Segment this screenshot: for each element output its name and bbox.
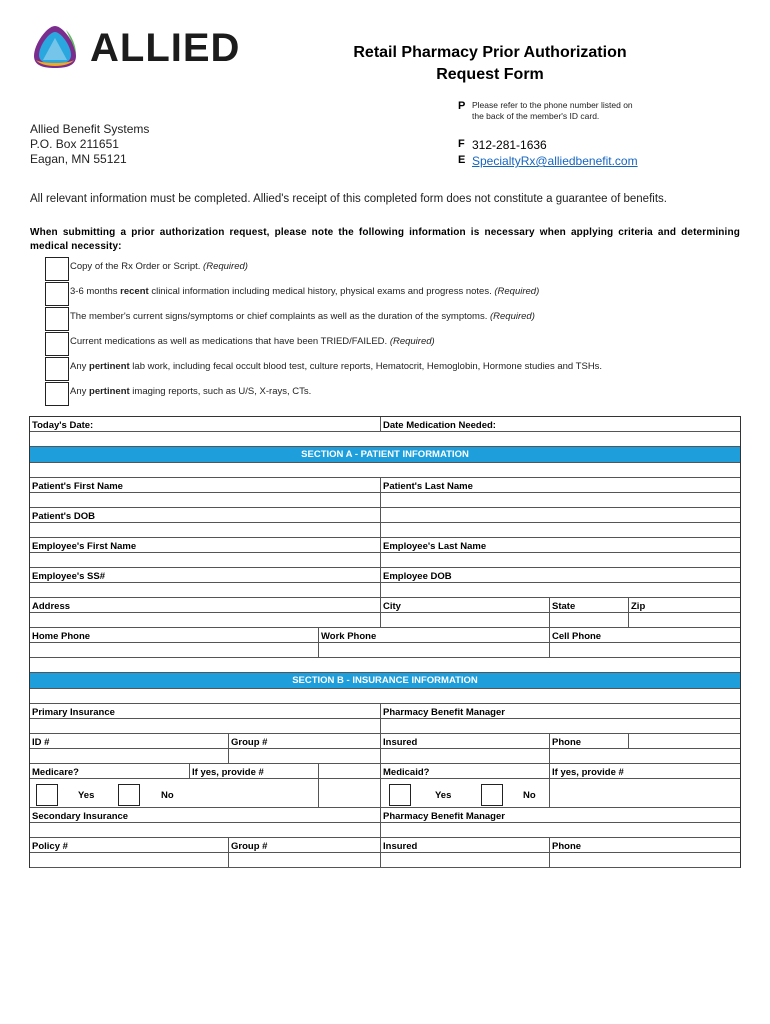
secondary-insurance-label: Secondary Insurance: [30, 808, 381, 823]
form-title: [330, 42, 650, 86]
phone-input[interactable]: [550, 749, 740, 764]
fax-number: 312-281-1636: [472, 138, 547, 152]
address-labels: [29, 598, 741, 613]
id-inputs: [29, 749, 741, 764]
address-label: Address: [30, 598, 381, 613]
primary-insurance-inputs: [29, 719, 741, 734]
city-input[interactable]: [381, 613, 550, 628]
primary-insurance-label: Primary Insurance: [30, 704, 381, 719]
phone-inputs: [29, 643, 741, 658]
insured-input[interactable]: [381, 749, 550, 764]
medicaid-options: [381, 779, 550, 808]
patient-name-labels: [29, 478, 741, 493]
secondary-insurance-inputs: [29, 823, 741, 838]
pbm-input[interactable]: [381, 719, 740, 734]
spacer-cell: [30, 463, 740, 478]
checklist-checkbox[interactable]: [45, 282, 69, 306]
patient-first-name-input[interactable]: [30, 493, 381, 508]
zip-label: Zip: [629, 598, 740, 613]
patient-dob-label: Patient's DOB: [30, 508, 381, 523]
insured2-input[interactable]: [381, 853, 550, 868]
medicaid-no-checkbox[interactable]: [481, 784, 503, 806]
insured-label: Insured: [381, 734, 550, 749]
state-input[interactable]: [550, 613, 629, 628]
date-labels-row: [29, 416, 741, 432]
section-b-header-row: [29, 673, 741, 689]
pbm2-input[interactable]: [381, 823, 740, 838]
blank-cell: [381, 508, 740, 523]
policy-label: Policy #: [30, 838, 229, 853]
todays-date-label: Today's Date:: [30, 417, 381, 432]
submission-instructions: When submitting a prior authorization request, please note the following information is necessary when applying criteria and determining medical necessity:: [30, 227, 740, 252]
employee-ss-input[interactable]: [30, 583, 381, 598]
checklist-text: The member's current signs/symptoms or chief complaints as well as the duration of the symptoms. (Required): [70, 311, 535, 322]
policy-inputs: [29, 853, 741, 868]
section-a-header-row: [29, 447, 741, 463]
checklist-text: Current medications as well as medications that have been TRIED/FAILED. (Required): [70, 336, 435, 347]
required-documents-checklist: [45, 254, 735, 404]
secondary-insurance-input[interactable]: [30, 823, 381, 838]
email-letter: E: [458, 154, 466, 166]
employee-id-labels: [29, 568, 741, 583]
medicare-label: Medicare?: [30, 764, 190, 779]
checklist-item: [45, 329, 735, 354]
section-a-spacer: [29, 463, 741, 478]
checklist-checkbox[interactable]: [45, 307, 69, 331]
medicare-yes-label: Yes: [78, 790, 95, 801]
phone2-label: Phone: [550, 838, 740, 853]
date-inputs-row: [29, 432, 741, 447]
city-label: City: [381, 598, 550, 613]
checklist-text: Copy of the Rx Order or Script. (Required): [70, 261, 248, 272]
checklist-item: [45, 254, 735, 279]
date-input[interactable]: [30, 432, 740, 447]
section-b-spacer-top: [29, 658, 741, 673]
section-a-header: SECTION A - PATIENT INFORMATION: [30, 447, 740, 463]
blank-cell: [319, 779, 381, 808]
contact-info: [458, 100, 642, 170]
employee-dob-input[interactable]: [381, 583, 740, 598]
benefits-notice: All relevant information must be completed. Allied's receipt of this completed form does not constitute a guarantee of benefits.: [30, 193, 667, 205]
checklist-checkbox[interactable]: [45, 257, 69, 281]
medicare-yes-checkbox[interactable]: [36, 784, 58, 806]
work-phone-label: Work Phone: [319, 628, 550, 643]
medicaid-number-input[interactable]: [550, 779, 740, 808]
zip-input[interactable]: [629, 613, 740, 628]
patient-dob-label-row: [29, 508, 741, 523]
checklist-checkbox[interactable]: [45, 382, 69, 406]
employee-name-inputs: [29, 553, 741, 568]
spacer-cell: [30, 658, 740, 673]
address-inputs: [29, 613, 741, 628]
section-b-header: SECTION B - INSURANCE INFORMATION: [30, 673, 740, 689]
policy-input[interactable]: [30, 853, 229, 868]
checklist-item: [45, 379, 735, 404]
address-line1: Allied Benefit Systems: [30, 122, 150, 136]
employee-last-name-input[interactable]: [381, 553, 740, 568]
patient-last-name-label: Patient's Last Name: [381, 478, 740, 493]
phone-label: Phone: [550, 734, 629, 749]
email-contact: [458, 154, 642, 170]
phone-contact: [458, 100, 642, 138]
state-label: State: [550, 598, 629, 613]
group-input[interactable]: [229, 749, 381, 764]
allied-logo-text: ALLIED: [90, 26, 241, 70]
home-phone-input[interactable]: [30, 643, 319, 658]
patient-name-inputs: [29, 493, 741, 508]
medicaid-yes-checkbox[interactable]: [389, 784, 411, 806]
employee-dob-label: Employee DOB: [381, 568, 740, 583]
medicare-labels: [29, 764, 741, 779]
allied-triangle-logo-icon: [30, 24, 80, 70]
spacer-cell: [30, 689, 740, 704]
id-input[interactable]: [30, 749, 229, 764]
group-label: Group #: [229, 734, 381, 749]
fax-contact: [458, 138, 642, 154]
phone-letter: P: [458, 100, 466, 112]
patient-dob-input[interactable]: [30, 523, 381, 538]
insured2-label: Insured: [381, 838, 550, 853]
medicaid-label: Medicaid?: [381, 764, 550, 779]
checklist-item: [45, 354, 735, 379]
patient-first-name-label: Patient's First Name: [30, 478, 381, 493]
section-b-spacer: [29, 689, 741, 704]
medicare-if-yes-label: If yes, provide #: [190, 764, 319, 779]
patient-dob-input-row: [29, 523, 741, 538]
employee-ss-label: Employee's SS#: [30, 568, 381, 583]
phone-note: Please refer to the phone number listed on the back of the member's ID card.: [472, 100, 633, 121]
form-title-line1: Retail Pharmacy Prior Authorization: [353, 44, 627, 61]
checklist-checkbox[interactable]: [45, 357, 69, 381]
pbm2-label: Pharmacy Benefit Manager: [381, 808, 740, 823]
mailing-address: [30, 122, 149, 167]
medicare-number-input[interactable]: [319, 764, 381, 779]
secondary-insurance-labels: [29, 808, 741, 823]
medicare-no-checkbox[interactable]: [118, 784, 140, 806]
employee-name-labels: [29, 538, 741, 553]
employee-first-name-input[interactable]: [30, 553, 381, 568]
medicaid-if-yes-label: If yes, provide #: [550, 764, 740, 779]
blank-cell: [629, 734, 740, 749]
primary-insurance-labels: [29, 704, 741, 719]
phone2-input[interactable]: [550, 853, 740, 868]
checklist-text: Any pertinent lab work, including fecal occult blood test, culture reports, Hematocrit, Hemoglobin, Hormone studies and TSHs.: [70, 361, 603, 372]
medicare-options: [30, 779, 319, 808]
pbm-label: Pharmacy Benefit Manager: [381, 704, 740, 719]
employee-first-name-label: Employee's First Name: [30, 538, 381, 553]
checklist-item: [45, 304, 735, 329]
email-link[interactable]: SpecialtyRx@alliedbenefit.com: [472, 154, 638, 168]
id-label: ID #: [30, 734, 229, 749]
work-phone-input[interactable]: [319, 643, 550, 658]
phone-labels: [29, 628, 741, 643]
checklist-text: Any pertinent imaging reports, such as U/S, X-rays, CTs.: [70, 386, 312, 397]
date-needed-label: Date Medication Needed:: [381, 417, 740, 432]
blank-cell: [381, 523, 740, 538]
checklist-text: 3-6 months recent clinical information including medical history, physical exams and progress notes. (Required): [70, 286, 540, 297]
patient-last-name-input[interactable]: [381, 493, 740, 508]
cell-phone-label: Cell Phone: [550, 628, 740, 643]
employee-last-name-label: Employee's Last Name: [381, 538, 740, 553]
employee-id-inputs: [29, 583, 741, 598]
primary-insurance-input[interactable]: [30, 719, 381, 734]
checklist-item: [45, 279, 735, 304]
group2-label: Group #: [229, 838, 381, 853]
fax-letter: F: [458, 138, 465, 150]
address-line2: P.O. Box 211651: [30, 137, 119, 151]
checklist-checkbox[interactable]: [45, 332, 69, 356]
policy-labels: [29, 838, 741, 853]
cell-phone-input[interactable]: [550, 643, 740, 658]
medicare-checkbox-row: [29, 779, 741, 808]
medicare-no-label: No: [161, 790, 174, 801]
prior-auth-form: [29, 416, 741, 868]
address-input[interactable]: [30, 613, 381, 628]
allied-logo: [30, 24, 240, 72]
form-title-line2: Request Form: [436, 66, 544, 83]
medicaid-yes-label: Yes: [435, 790, 452, 801]
address-line3: Eagan, MN 55121: [30, 152, 127, 166]
medicaid-no-label: No: [523, 790, 536, 801]
home-phone-label: Home Phone: [30, 628, 319, 643]
group2-input[interactable]: [229, 853, 381, 868]
id-labels: [29, 734, 741, 749]
